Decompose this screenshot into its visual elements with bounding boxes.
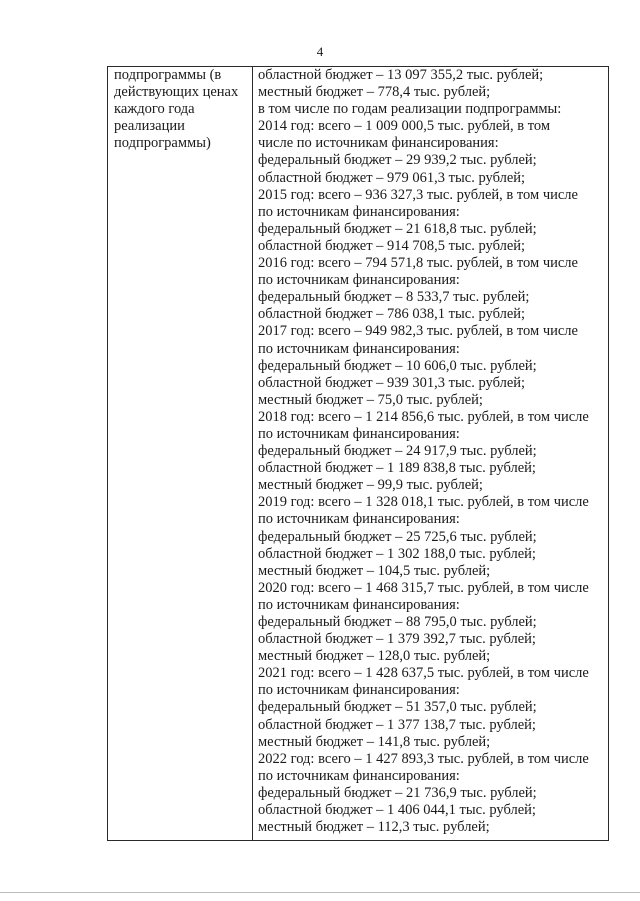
value-line: местный бюджет – 128,0 тыс. рублей; <box>258 648 491 665</box>
value-line: по источникам финансирования: <box>258 203 460 220</box>
value-line: федеральный бюджет – 24 917,9 тыс. рублей; <box>258 443 537 460</box>
value-line: по источникам финансирования: <box>258 682 460 699</box>
value-line: 2018 год: всего – 1 214 856,6 тыс. рублей, в том числе <box>258 408 589 425</box>
value-line: 2016 год: всего – 794 571,8 тыс. рублей, в том числе <box>258 255 578 272</box>
value-line: федеральный бюджет – 25 725,6 тыс. рублей; <box>258 528 537 545</box>
value-line: 2021 год: всего – 1 428 637,5 тыс. рублей, в том числе <box>258 665 589 682</box>
value-line: областной бюджет – 1 302 188,0 тыс. рублей; <box>258 545 536 562</box>
value-line: областной бюджет – 914 708,5 тыс. рублей; <box>258 237 526 254</box>
value-line: 2015 год: всего – 936 327,3 тыс. рублей, в том числе <box>258 186 578 203</box>
value-line: по источникам финансирования: <box>258 511 460 528</box>
value-line: местный бюджет – 778,4 тыс. рублей; <box>258 84 491 101</box>
table-label-cell <box>108 67 253 840</box>
value-line: по источникам финансирования: <box>258 767 460 784</box>
value-line: местный бюджет – 75,0 тыс. рублей; <box>258 391 483 408</box>
value-line: федеральный бюджет – 51 357,0 тыс. рублей; <box>258 699 537 716</box>
value-line: 2022 год: всего – 1 427 893,3 тыс. рублей, в том числе <box>258 750 589 767</box>
value-line: областной бюджет – 979 061,3 тыс. рублей; <box>258 169 526 186</box>
value-line: числе по источникам финансирования: <box>258 135 499 152</box>
value-line: областной бюджет – 939 301,3 тыс. рублей; <box>258 374 526 391</box>
page-number: 4 <box>316 44 324 59</box>
value-line: областной бюджет – 1 189 838,8 тыс. рублей; <box>258 460 536 477</box>
value-line: 2017 год: всего – 949 982,3 тыс. рублей, в том числе <box>258 323 578 340</box>
value-line: областной бюджет – 13 097 355,2 тыс. рублей; <box>258 67 544 83</box>
value-line: федеральный бюджет – 8 533,7 тыс. рублей; <box>258 289 530 306</box>
value-line: федеральный бюджет – 29 939,2 тыс. рублей; <box>258 152 537 169</box>
value-line: по источникам финансирования: <box>258 425 460 442</box>
value-line: областной бюджет – 786 038,1 тыс. рублей; <box>258 306 526 323</box>
value-line: федеральный бюджет – 88 795,0 тыс. рублей; <box>258 614 537 630</box>
value-line: 2019 год: всего – 1 328 018,1 тыс. рублей, в том числе <box>258 494 589 511</box>
label-line: каждого года <box>114 101 195 118</box>
value-line: по источникам финансирования: <box>258 340 460 357</box>
value-line: областной бюджет – 1 406 044,1 тыс. рублей; <box>258 802 536 819</box>
budget-table <box>107 66 609 841</box>
label-line: действующих ценах <box>114 84 239 101</box>
value-line: федеральный бюджет – 21 618,8 тыс. рублей; <box>258 220 537 237</box>
label-line: реализации <box>114 118 185 135</box>
value-line: местный бюджет – 104,5 тыс. рублей; <box>258 562 491 579</box>
value-line: 2020 год: всего – 1 468 315,7 тыс. рублей, в том числе <box>258 579 589 596</box>
label-line: подпрограммы (в <box>114 67 222 83</box>
label-line: подпрограммы) <box>114 135 211 152</box>
value-line: местный бюджет – 141,8 тыс. рублей; <box>258 733 491 750</box>
value-line: местный бюджет – 112,3 тыс. рублей; <box>258 819 490 836</box>
value-line: в том числе по годам реализации подпрограммы: <box>258 101 562 118</box>
footer-divider <box>0 892 640 893</box>
value-line: местный бюджет – 99,9 тыс. рублей; <box>258 477 483 494</box>
value-line: областной бюджет – 1 377 138,7 тыс. рублей; <box>258 716 536 733</box>
table-value-cell <box>253 67 608 840</box>
value-line: 2014 год: всего – 1 009 000,5 тыс. рублей, в том <box>258 118 551 135</box>
value-line: по источникам финансирования: <box>258 272 460 289</box>
value-line: областной бюджет – 1 379 392,7 тыс. рублей; <box>258 631 536 648</box>
value-line: федеральный бюджет – 21 736,9 тыс. рублей; <box>258 784 537 801</box>
value-line: федеральный бюджет – 10 606,0 тыс. рублей; <box>258 357 537 374</box>
value-line: по источникам финансирования: <box>258 596 460 613</box>
